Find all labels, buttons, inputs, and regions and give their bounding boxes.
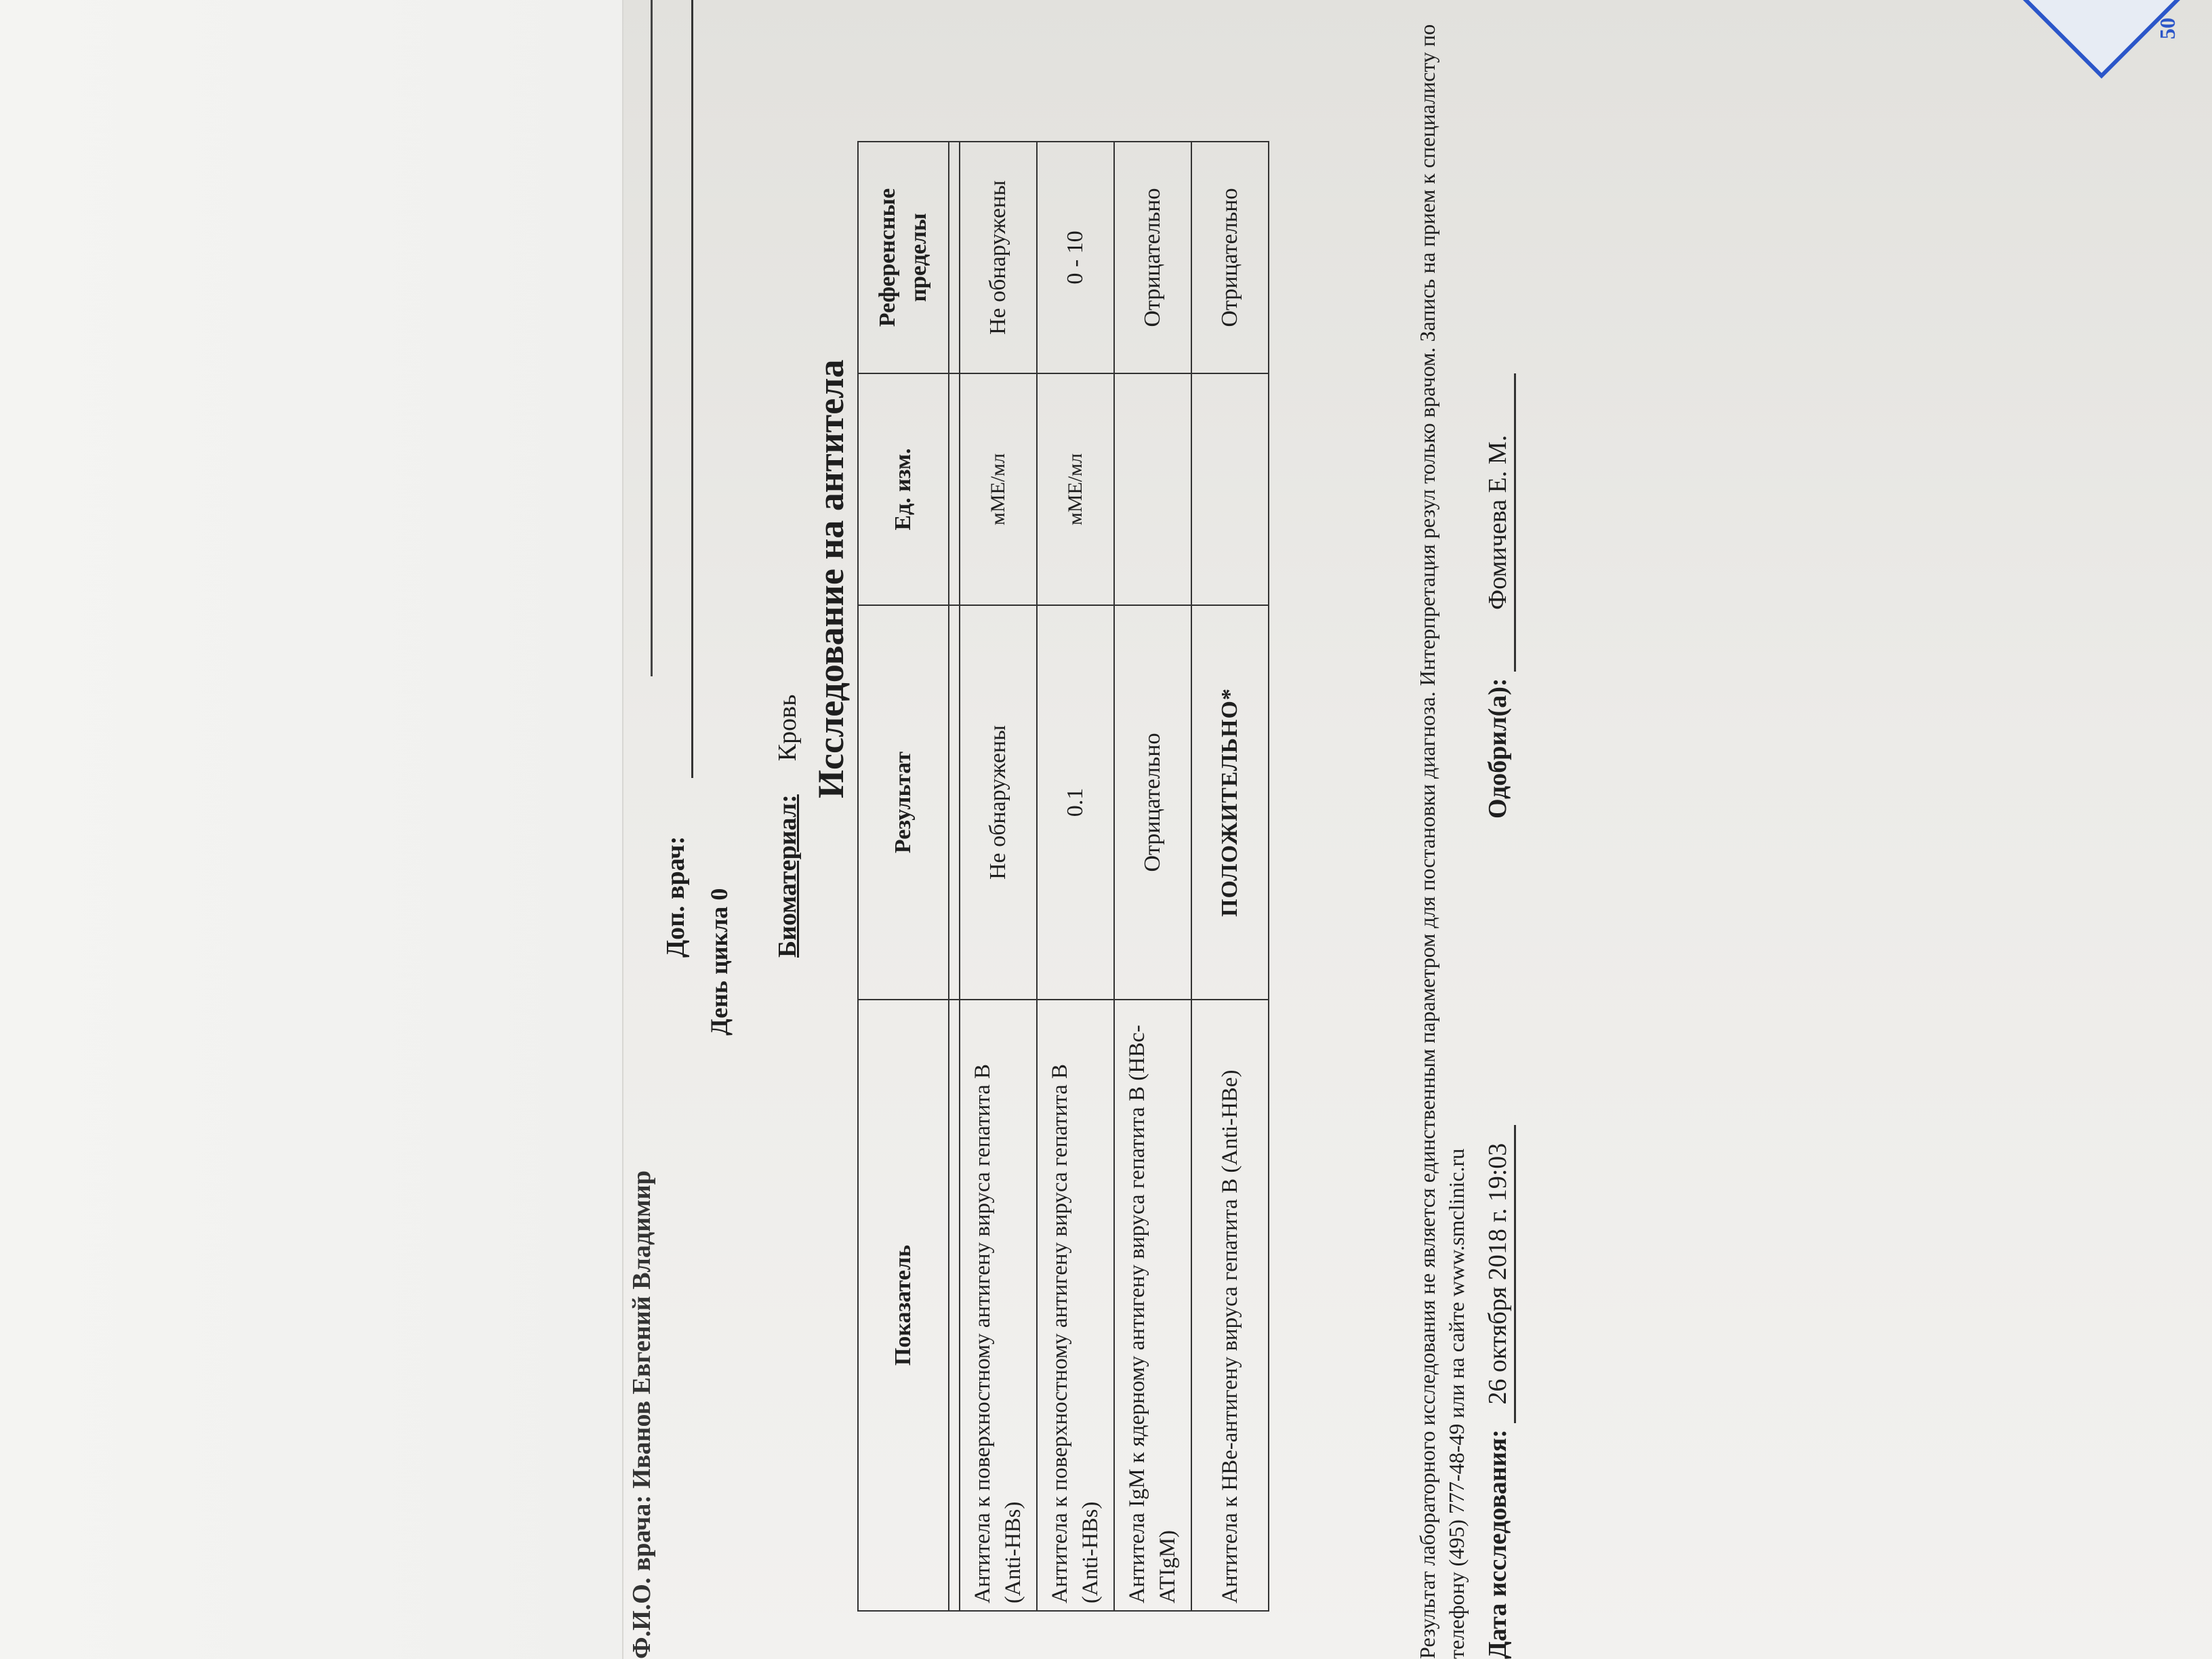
results-table <box>857 141 1269 1612</box>
row-result: 0.1 <box>1037 605 1114 1000</box>
disclaimer-text: Результат лабораторного исследования не является единственным параметром для постановки диагноза. Интерпретация резул только врачом. Запись на прием к специалисту по телефону (495) 777-48-49 или на сайте www.smclinic.ru <box>1415 24 1469 1659</box>
extra-doctor-underline <box>691 0 693 778</box>
table-row <box>960 142 1037 1611</box>
table-row <box>1037 142 1114 1611</box>
study-date-line <box>1483 1125 1516 1659</box>
extra-doctor-label: Доп. врач: <box>661 836 690 958</box>
row-reference: Отрицательно <box>1114 142 1191 373</box>
row-indicator: Антитела к поверхностному антигену вируса гепатита В (Anti-HBs) <box>960 1000 1037 1611</box>
background-sheet <box>0 0 623 1659</box>
approved-value: Фомичева Е. М. <box>1483 373 1516 672</box>
row-reference: 0 - 10 <box>1037 142 1114 373</box>
study-date-label: Дата исследования: <box>1483 1429 1512 1659</box>
row-unit <box>1114 373 1191 605</box>
section-title: Исследование на антитела <box>811 359 851 798</box>
table-row <box>1114 142 1191 1611</box>
row-unit: мМЕ/мл <box>960 373 1037 605</box>
stamp-text: 50 <box>2155 18 2179 39</box>
doctor-name-partial: Ф.И.О. врача: Иванов Евгений Владимир <box>628 1170 656 1659</box>
row-indicator: Антитела к поверхностному антигену вируса гепатита В (Anti-HBs) <box>1037 1000 1114 1611</box>
row-result: Не обнаружены <box>960 605 1037 1000</box>
row-indicator: Антитела IgM к ядерному антигену вируса гепатита В (HBc-ATIgM) <box>1114 1000 1191 1611</box>
row-reference: Не обнаружены <box>960 142 1037 373</box>
row-result-positive: ПОЛОЖИТЕЛЬНО* <box>1191 605 1269 1000</box>
column-header-indicator: Показатель <box>858 1000 949 1611</box>
column-header-unit: Ед. изм. <box>858 373 949 605</box>
approved-label: Одобрил(а): <box>1483 678 1512 819</box>
biomaterial-line <box>773 695 802 958</box>
row-result: Отрицательно <box>1114 605 1191 1000</box>
row-unit <box>1191 373 1269 605</box>
table-row <box>1191 142 1269 1611</box>
table-spacer <box>949 142 960 1611</box>
column-header-result: Результат <box>858 605 949 1000</box>
row-reference: Отрицательно <box>1191 142 1269 373</box>
study-date-value: 26 октября 2018 г. 19:03 <box>1483 1125 1516 1423</box>
row-unit: мМЕ/мл <box>1037 373 1114 605</box>
row-indicator: Антитела к HBe-антигену вируса гепатита В (Anti-HBe) <box>1191 1000 1269 1611</box>
approved-line <box>1483 373 1516 819</box>
biomaterial-value: Кровь <box>773 694 802 762</box>
table-header-row <box>858 142 949 1611</box>
column-header-reference: Референсные пределы <box>858 142 949 373</box>
doctor-name-underline <box>651 0 653 676</box>
cycle-day: День цикла 0 <box>705 888 733 1036</box>
biomaterial-label: Биоматериал: <box>773 794 802 958</box>
